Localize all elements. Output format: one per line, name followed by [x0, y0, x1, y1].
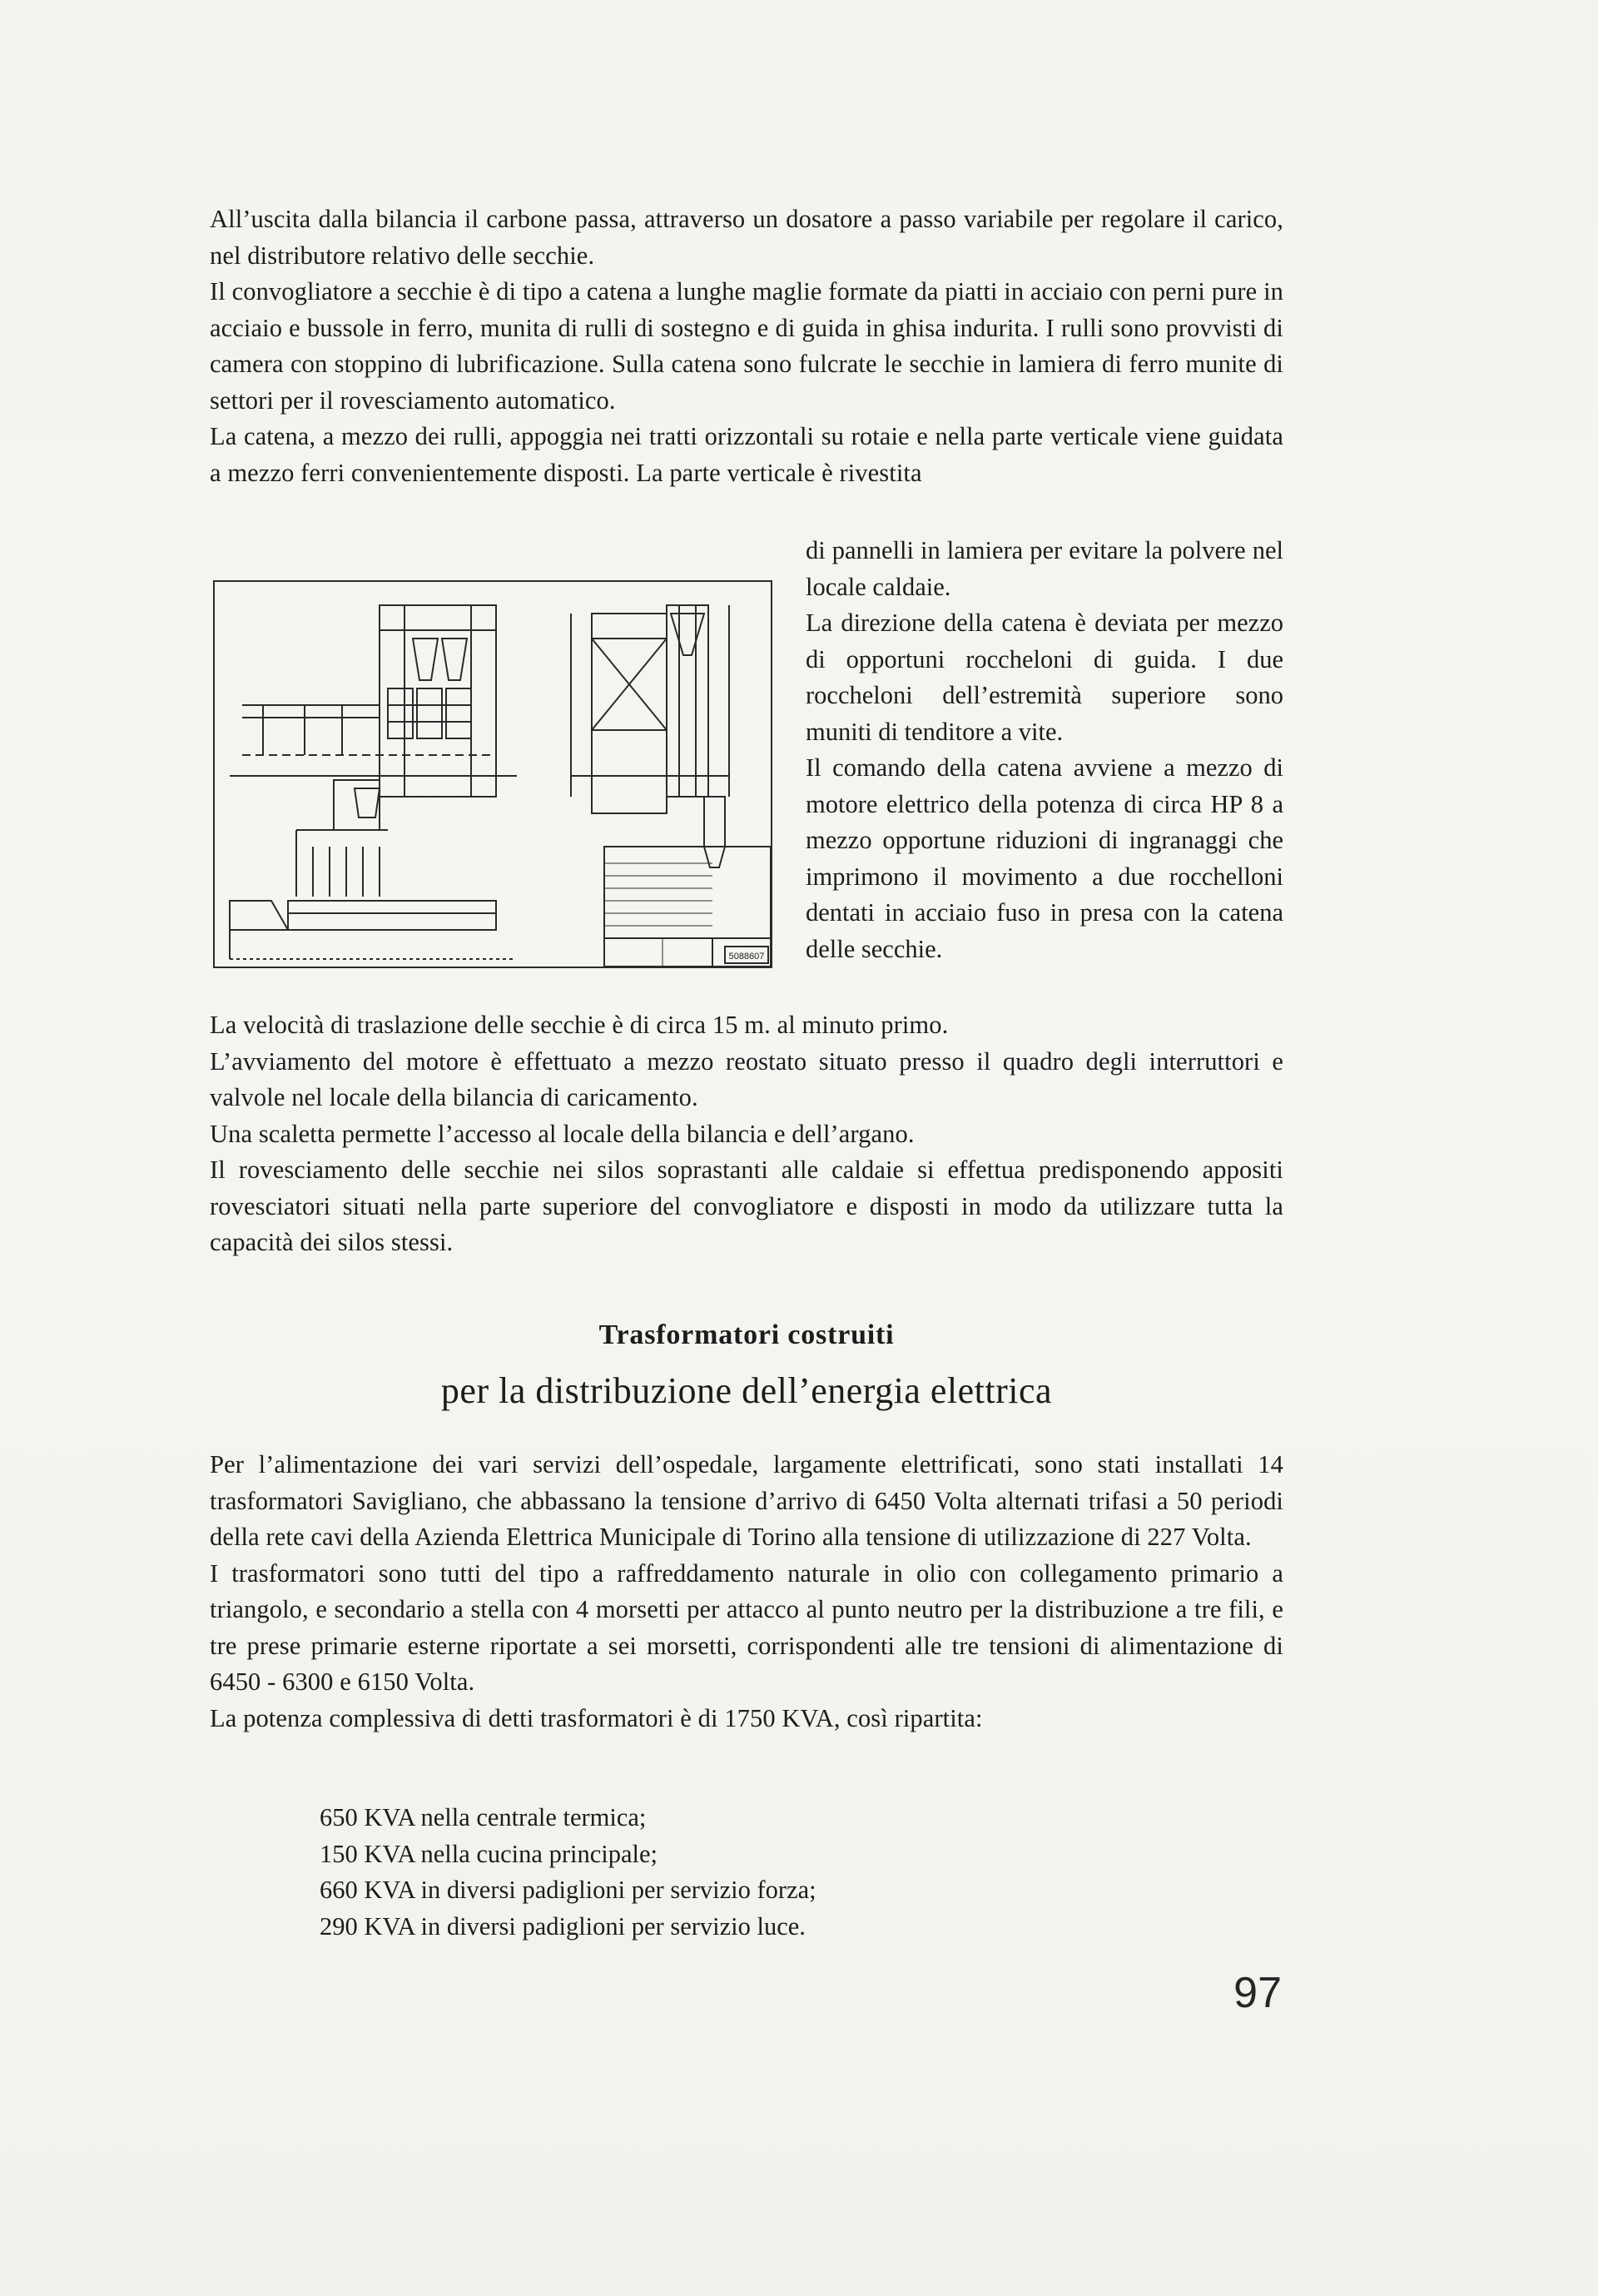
text-block-transformers	[210, 1447, 1283, 1737]
paragraph: L’avviamento del motore è effettuato a mezzo reostato situato presso il quadro degli interruttori e valvole nel locale della bilancia di caricamento.	[210, 1046, 1283, 1111]
paragraph: All’uscita dalla bilancia il carbone passa, attraverso un dosatore a passo variabile per regolare il carico, nel distributore relativo delle secchie.	[210, 205, 1283, 270]
drawing-svg	[213, 580, 772, 968]
list-item: 150 KVA nella cucina principale;	[320, 1839, 658, 1868]
paragraph: La velocità di traslazione delle secchie è di circa 15 m. al minuto primo.	[210, 1011, 949, 1039]
paragraph: La catena, a mezzo dei rulli, appoggia nei tratti orizzontali su rotaie e nella parte verticale viene guidata a mezzo ferri convenientemente disposti. La parte verticale è rivestita	[210, 422, 1283, 487]
text-block-top	[210, 201, 1283, 491]
text-block-wrap	[806, 533, 1283, 967]
paragraph: I trasformatori sono tutti del tipo a raffreddamento naturale in olio con collegamento primario a triangolo, e secondario a stella con 4 morsetti per attacco al punto neutro per la distribuzione a tre fili, e tre prese primarie esterne riportate a sei morsetti, corrispondenti alle tre tensioni di alimentazione di 6450 - 6300 e 6150 Volta.	[210, 1558, 1283, 1696]
list-item: 650 KVA nella centrale termica;	[320, 1803, 647, 1831]
paragraph: La potenza complessiva di detti trasformatori è di 1750 KVA, così ripartita:	[210, 1703, 983, 1732]
conveyor-technical-drawing	[213, 580, 772, 968]
paragraph: Il rovesciamento delle secchie nei silos soprastanti alle caldaie si effettua predisponendo appositi rovesciatori situati nella parte superiore del convogliatore e disposti in modo da utilizzare tutta la capacità dei silos stessi.	[210, 1155, 1283, 1256]
paragraph: La direzione della catena è deviata per mezzo di opportuni roccheloni di guida. I due roccheloni dell’estremità superiore sono muniti di tenditore a vite.	[806, 609, 1283, 746]
page-number: 97	[1233, 1969, 1282, 2017]
drawing-number-label: 5088607	[728, 952, 765, 962]
paragraph: Una scaletta permette l’accesso al locale della bilancia e dell’argano.	[210, 1119, 915, 1148]
paragraph: Il convogliatore a secchie è di tipo a catena a lunghe maglie formate da piatti in acciaio con perni pure in acciaio e bussole in ferro, munita di rulli di sostegno e di guida in ghisa indurita. I rulli sono provvisti di camera con stoppino di lubrificazione. Sulla catena sono fulcrate le secchie in lamiera di ferro munite di settori per il rovesciamento automatico.	[210, 277, 1283, 415]
paragraph: Per l’alimentazione dei vari servizi dell’ospedale, largamente elettrificati, sono stati installati 14 trasformatori Savigliano, che abbassano la tensione d’arrivo di 6450 Volta alternati trifasi a 50 periodi della rete cavi della Azienda Elettrica Municipale di Torino alla tensione di utilizzazione di 227 Volta.	[210, 1450, 1283, 1551]
section-heading: Trasformatori costruiti	[598, 1319, 895, 1350]
paragraph: Il comando della catena avviene a mezzo di motore elettrico della potenza di circa HP 8 a mezzo opportune riduzioni di ingranaggi che imprimono il movimento a due rocchelloni dentati in acciaio fuso in presa con la catena delle secchie.	[806, 753, 1283, 963]
paragraph: di pannelli in lamiera per evitare la polvere nel locale caldaie.	[806, 536, 1283, 601]
kva-list	[320, 1800, 816, 1945]
text-block-after-figure	[210, 1007, 1283, 1261]
section-subheading: per la distribuzione dell’energia elettrica	[440, 1370, 1053, 1411]
list-item: 660 KVA in diversi padiglioni per servizio forza;	[320, 1876, 816, 1904]
list-item: 290 KVA in diversi padiglioni per servizio luce.	[320, 1911, 806, 1941]
